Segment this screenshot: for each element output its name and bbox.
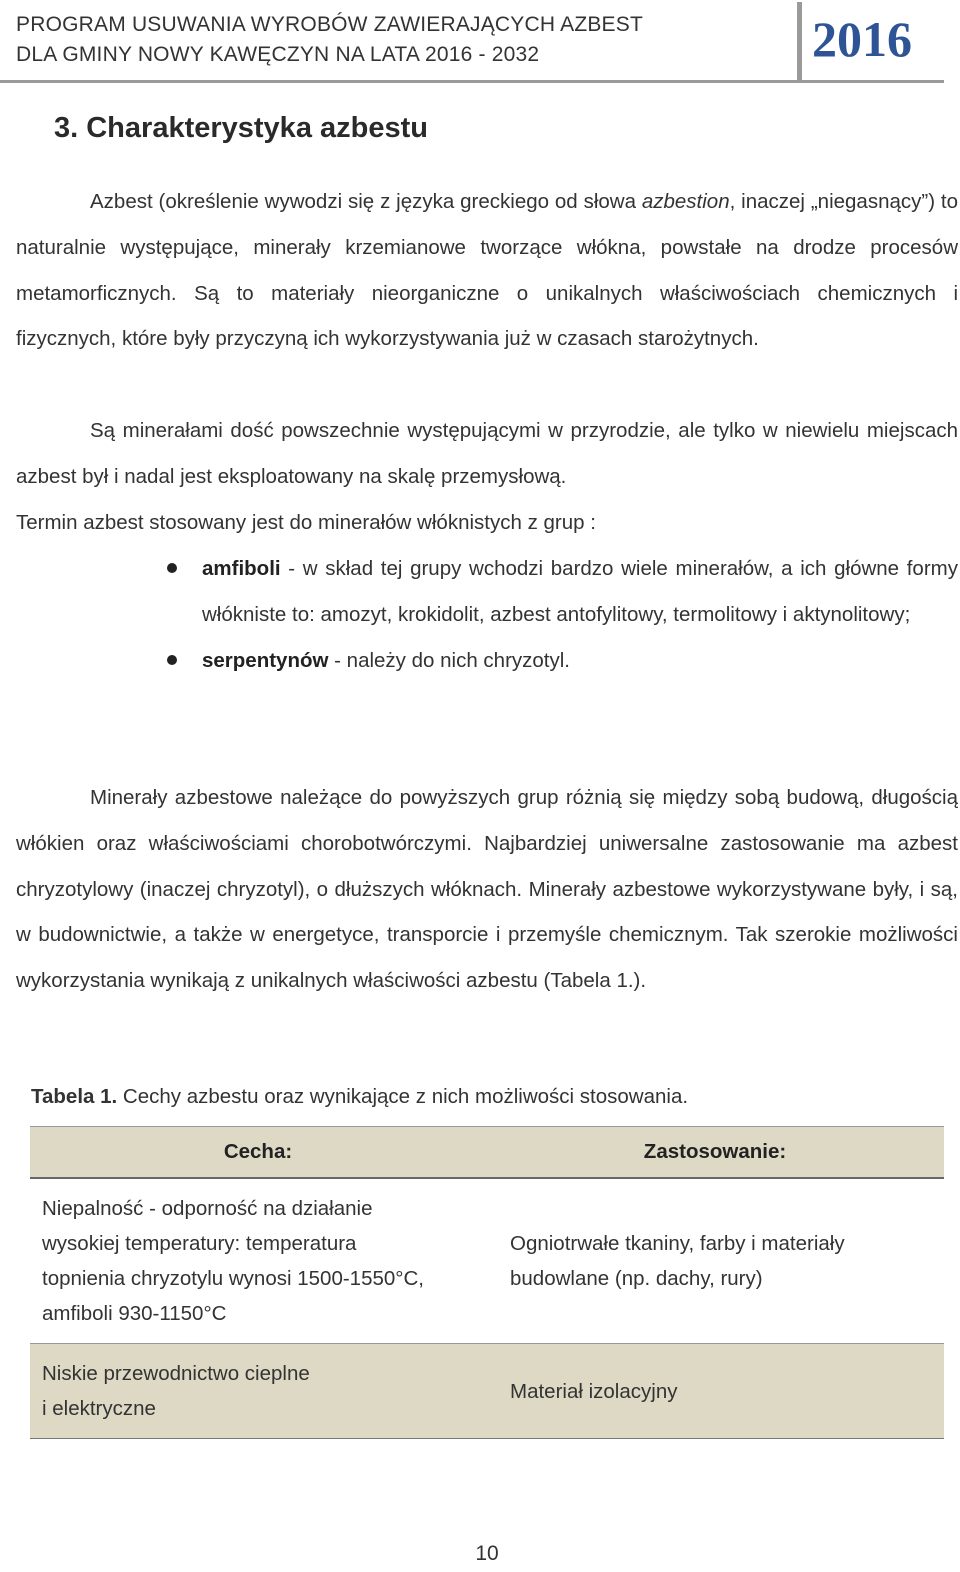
column-header-zastosowanie: Zastosowanie: bbox=[486, 1127, 944, 1179]
paragraph-occurrence: Są minerałami dość powszechnie występującymi w przyrodzie, ale tylko w niewielu miejscach azbest był i nadal jest eksploatowany na skalę przemysłową. bbox=[16, 419, 958, 488]
mineral-group-list bbox=[16, 546, 958, 683]
bullet-icon bbox=[167, 563, 177, 573]
table-row bbox=[30, 1344, 944, 1439]
paragraph-term: Termin azbest stosowany jest do minerałów włóknistych z grup : bbox=[16, 511, 596, 534]
table-row bbox=[30, 1178, 944, 1344]
header-title bbox=[16, 10, 643, 70]
table-cell-zastosowanie bbox=[486, 1344, 944, 1439]
cell-line: amfiboli 930-1150°C bbox=[42, 1302, 227, 1325]
cell-line: Niepalność - odporność na działanie bbox=[42, 1197, 373, 1220]
cell-line: Ogniotrwałe tkaniny, farby i materiały bbox=[510, 1232, 845, 1255]
paragraph-properties: Minerały azbestowe należące do powyższych grup różnią się między sobą budową, długością włókien oraz właściwościami chorobotwórczymi. Najbardziej uniwersalne zastosowanie ma azbest chryzotylowy (inaczej chryzotyl), o dłuższych włóknach. Minerały azbestowe wykorzystywane były, i są, w budownictwie, a także w energetyce, transporcie i przemyśle chemicznym. Tak szerokie możliwości wykorzystania wynikają z unikalnych właściwości azbestu (Tabela 1.). bbox=[16, 786, 958, 993]
cell-line: wysokiej temperatury: temperatura bbox=[42, 1232, 357, 1255]
page-number: 10 bbox=[475, 1542, 499, 1565]
paragraph-intro-part-b: , inaczej „niegasnący”) to naturalnie występujące, minerały krzemianowe tworzące włókna, powstałe na drodze procesów metamorficznych. Są to materiały nieorganiczne o unikalnych właściwościach chemicznych i fizycznych, które były przyczyną ich wykorzystywania już w czasach starożytnych. bbox=[16, 190, 958, 351]
list-item-amfiboli bbox=[16, 546, 958, 638]
cell-line: budowlane (np. dachy, rury) bbox=[510, 1267, 763, 1290]
table-cell-cecha bbox=[30, 1344, 486, 1439]
table-caption-label: Tabela 1. bbox=[31, 1085, 118, 1108]
header-line-1: PROGRAM USUWANIA WYROBÓW ZAWIERAJĄCYCH AZBEST bbox=[16, 13, 643, 36]
section-title: 3. Charakterystyka azbestu bbox=[54, 112, 428, 144]
header-line-2: DLA GMINY NOWY KAWĘCZYN NA LATA 2016 - 2032 bbox=[16, 43, 540, 66]
bullet-icon bbox=[167, 655, 177, 665]
cell-line: topnienia chryzotylu wynosi 1500-1550°C, bbox=[42, 1267, 424, 1290]
table-caption-text: Cechy azbestu oraz wynikające z nich możliwości stosowania. bbox=[117, 1085, 689, 1108]
cell-line: Niskie przewodnictwo cieplne bbox=[42, 1362, 310, 1385]
table-caption bbox=[31, 1080, 688, 1114]
paragraph-intro bbox=[16, 179, 958, 362]
list-item-term: amfiboli bbox=[202, 557, 281, 580]
page-header bbox=[0, 0, 944, 83]
header-year: 2016 bbox=[812, 11, 912, 67]
table-cell-zastosowanie bbox=[486, 1178, 944, 1344]
column-header-cecha: Cecha: bbox=[30, 1127, 486, 1179]
list-item-serpentynow bbox=[16, 638, 958, 684]
paragraph-intro-part-a: Azbest (określenie wywodzi się z języka greckiego od słowa bbox=[90, 190, 642, 213]
list-item-text: - w skład tej grupy wchodzi bardzo wiele minerałów, a ich główne formy włókniste to: amozyt, krokidolit, azbest antofylitowy, termolitowy i aktynolitowy; bbox=[202, 557, 958, 626]
list-item-term: serpentynów bbox=[202, 648, 329, 672]
table-cell-cecha bbox=[30, 1178, 486, 1344]
list-item-text: - należy do nich chryzotyl. bbox=[328, 648, 570, 672]
table-header-row bbox=[30, 1127, 944, 1179]
header-divider bbox=[797, 2, 802, 80]
asbestus-properties-table bbox=[30, 1126, 944, 1439]
cell-line: i elektryczne bbox=[42, 1397, 156, 1420]
cell-line: Materiał izolacyjny bbox=[510, 1379, 678, 1403]
term-azbestion: azbestion bbox=[641, 190, 730, 213]
